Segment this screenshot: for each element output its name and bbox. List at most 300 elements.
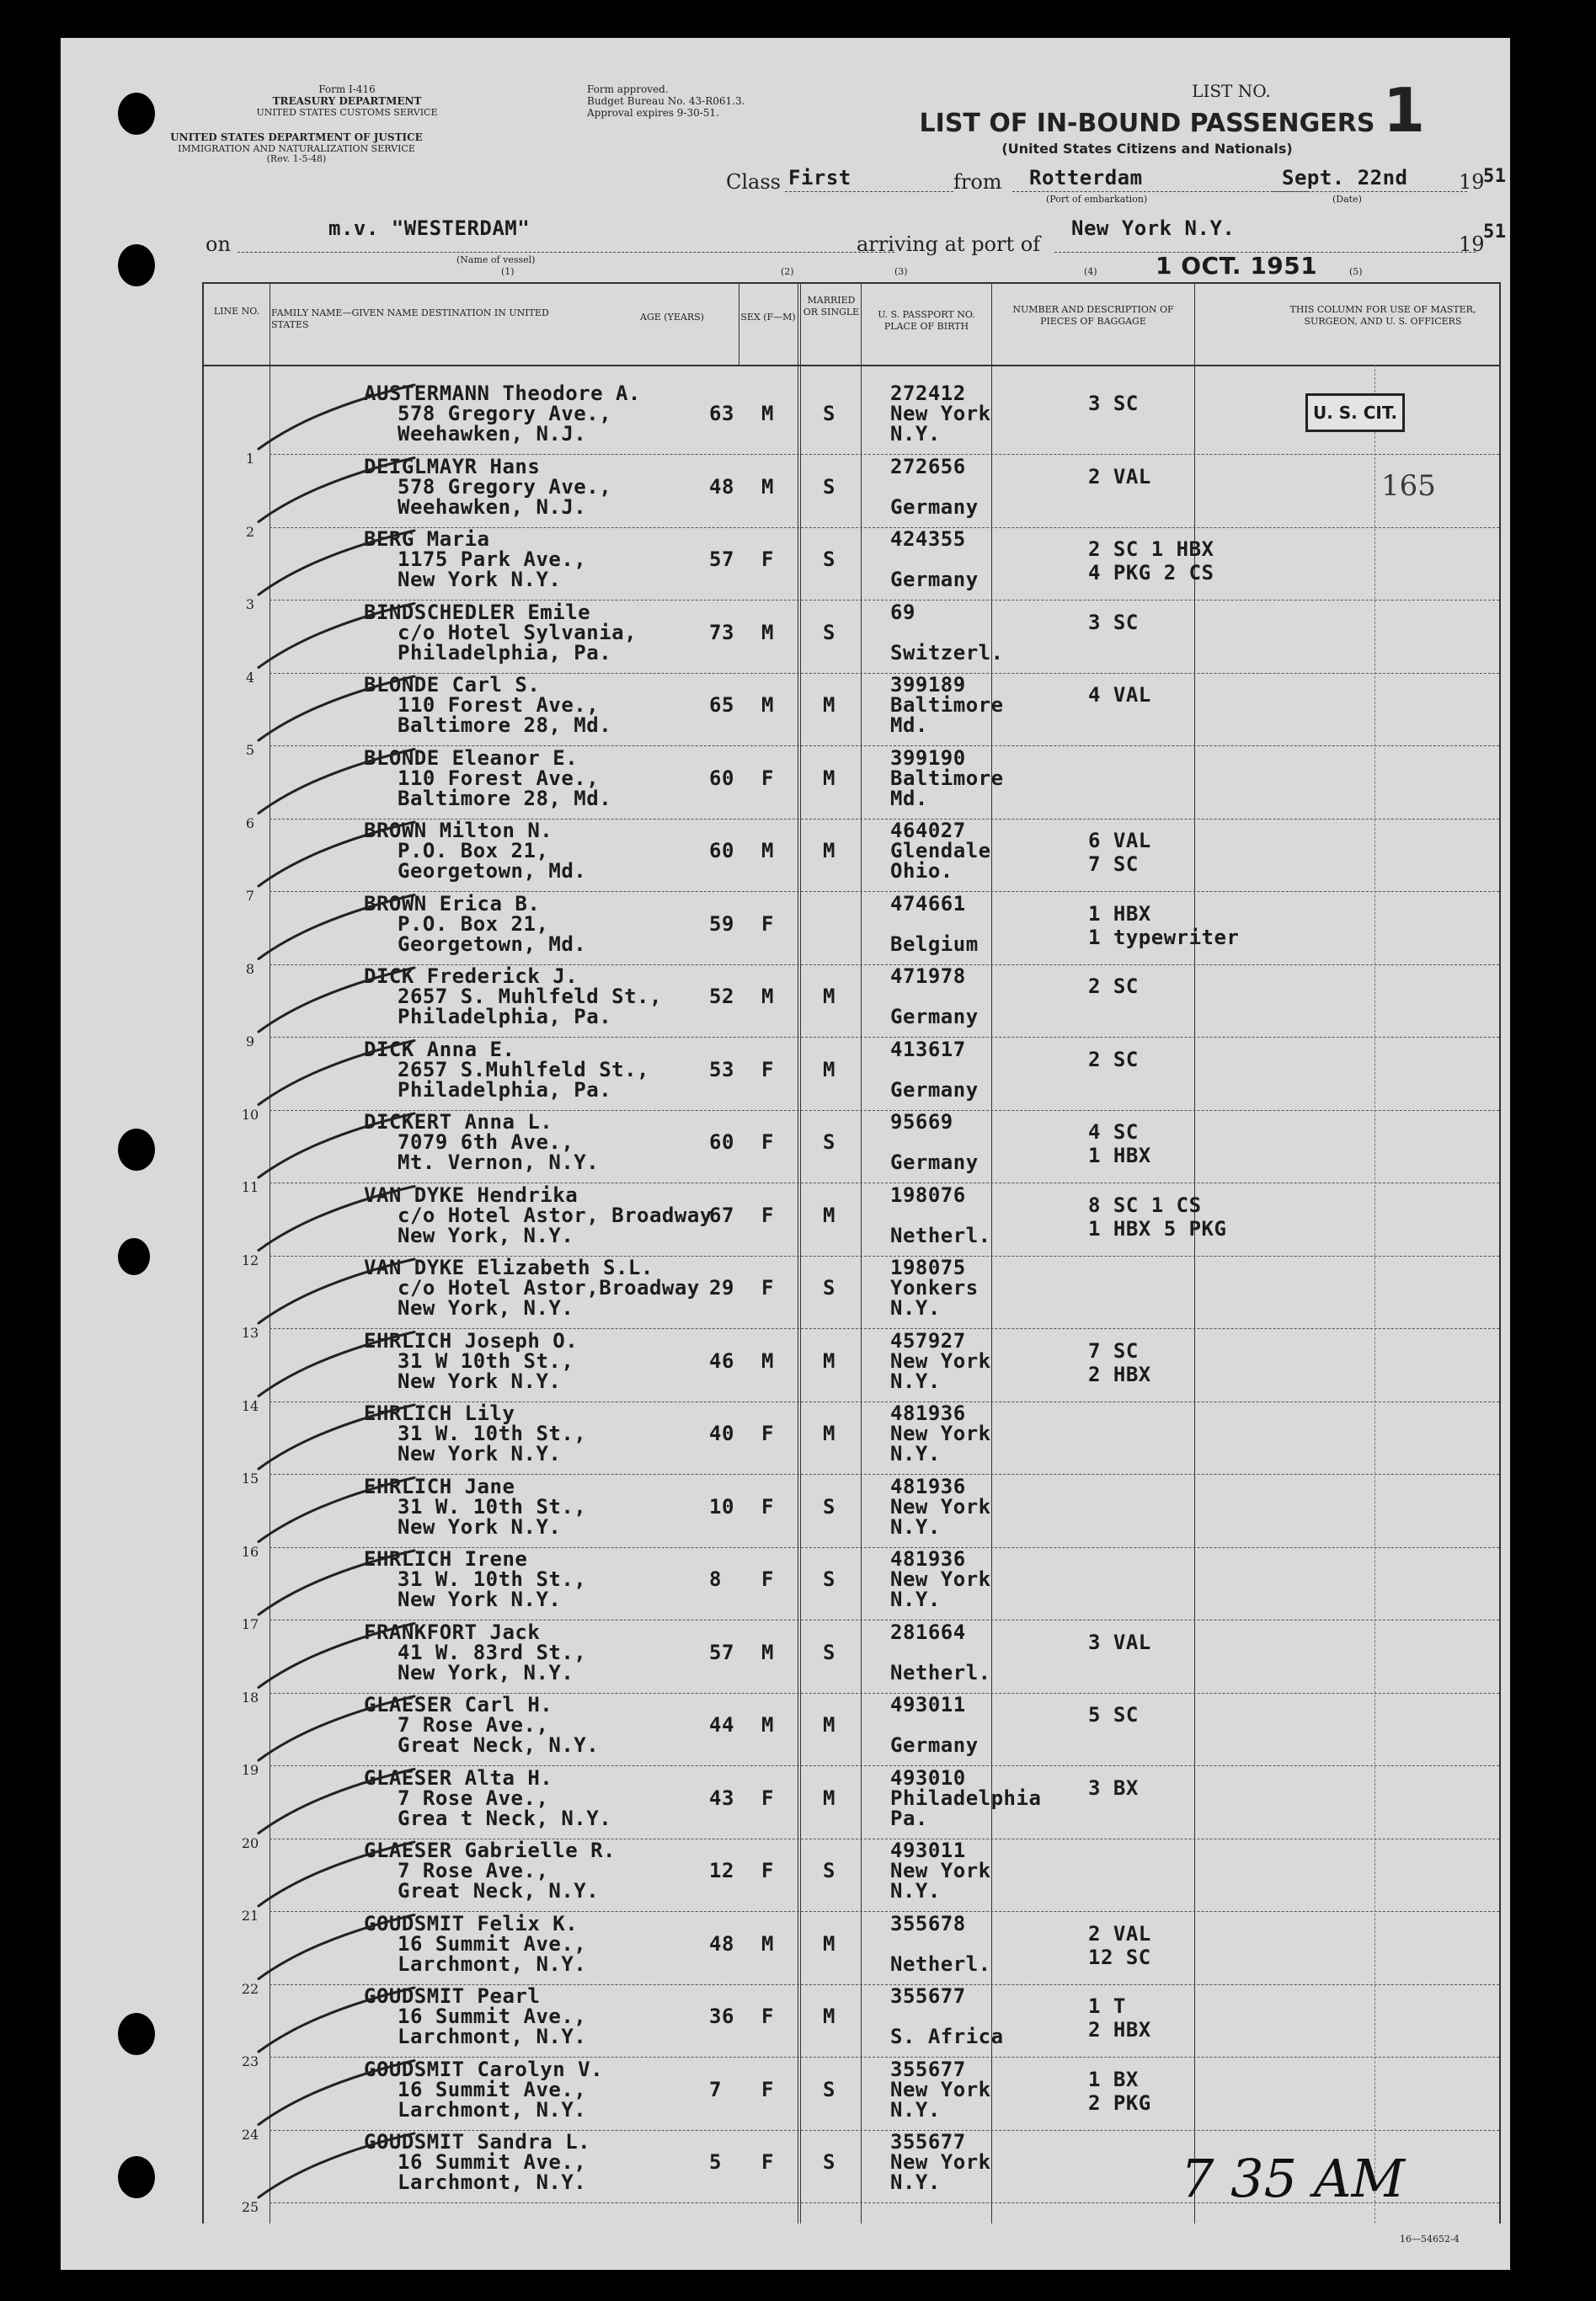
row-ms: M — [823, 1057, 835, 1081]
line-number: 19 — [241, 1762, 259, 1778]
col-passport: U. S. PASSPORT NO. PLACE OF BIRTH — [878, 309, 975, 332]
row-ms: S — [823, 1859, 835, 1882]
row-pob2: N.Y. — [890, 1879, 941, 1903]
line-number: 20 — [241, 1834, 259, 1851]
binder-hole — [118, 93, 155, 135]
row-ms: S — [823, 1494, 835, 1519]
approval-expires: Approval expires 9-30-51. — [587, 106, 719, 119]
row-pob2: S. Africa — [890, 2025, 1004, 2048]
row-addr2: Great Neck, N.Y. — [398, 1733, 600, 1757]
row-addr2: Grea t Neck, N.Y. — [398, 1806, 612, 1830]
row-name: VAN DYKE Elizabeth S.L. — [364, 1256, 654, 1279]
row-pp: 413617 — [890, 1037, 966, 1061]
row-name: EHRLICH Joseph O. — [364, 1328, 579, 1353]
row-bag1: 3 BX — [1088, 1775, 1139, 1800]
row-bag1: 3 SC — [1088, 610, 1139, 634]
row-addr1: 16 Summit Ave., — [398, 2005, 587, 2028]
row-bag2: 2 HBX — [1088, 1362, 1151, 1386]
row-addr1: 7 Rose Ave., — [398, 1713, 549, 1737]
row-name: BLONDE Carl S. — [364, 673, 541, 697]
colnum-4: (4) — [1084, 266, 1097, 277]
line-number: 15 — [241, 1471, 259, 1487]
row-addr2: New York, N.Y. — [398, 1296, 574, 1320]
row-bag2: 7 SC — [1088, 852, 1139, 876]
row-addr2: Baltimore 28, Md. — [398, 786, 612, 810]
row-addr1: 110 Forest Ave., — [398, 766, 600, 790]
row-ms: S — [823, 1640, 835, 1664]
row-sex: F — [761, 1057, 774, 1081]
row-pob2: N.Y. — [890, 1588, 941, 1611]
row-ms: M — [823, 1931, 835, 1956]
row-pob1: New York — [890, 2150, 991, 2174]
row-name: AUSTERMANN Theodore A. — [364, 382, 641, 405]
date-label: (Date) — [1332, 194, 1362, 205]
handwritten-count: 165 — [1381, 469, 1436, 503]
line-number: 9 — [245, 1033, 255, 1049]
row-addr1: 578 Gregory Ave., — [398, 402, 612, 425]
list-no-label: LIST NO. — [1192, 81, 1271, 101]
row-addr2: New York, N.Y. — [398, 1223, 574, 1247]
row-pp: 493011 — [890, 1839, 966, 1862]
row-addr2: New York N.Y. — [398, 1588, 562, 1611]
row-pob2: Md. — [890, 713, 928, 737]
row-name: EHRLICH Jane — [364, 1474, 515, 1498]
row-name: BROWN Milton N. — [364, 819, 553, 842]
line-number: 8 — [245, 960, 255, 977]
row-bag1: 3 SC — [1088, 392, 1139, 415]
row-pob2: Netherl. — [890, 1223, 991, 1247]
row-pp: 474661 — [890, 891, 966, 916]
row-bag2: 4 PKG 2 CS — [1088, 561, 1214, 585]
row-pob2: Md. — [890, 786, 928, 810]
line-number: 17 — [241, 1616, 259, 1632]
class-label: Class — [726, 170, 781, 194]
row-sex: F — [761, 2150, 774, 2174]
row-pob1: Philadelphia — [890, 1786, 1042, 1810]
row-addr2: New York N.Y. — [398, 568, 562, 591]
row-addr2: New York N.Y. — [398, 1369, 562, 1393]
row-bag1: 2 VAL — [1088, 464, 1151, 488]
row-sex: F — [761, 1422, 774, 1445]
budget-bureau: Budget Bureau No. 43-R061.3. — [587, 94, 745, 107]
class-value: First — [788, 166, 851, 190]
row-pp: 281664 — [890, 1620, 966, 1644]
binder-hole — [118, 1129, 155, 1171]
row-addr1: 110 Forest Ave., — [398, 693, 600, 717]
row-bag1: 2 VAL — [1088, 1921, 1151, 1946]
row-pob1: New York — [890, 1859, 991, 1882]
row-bag1: 6 VAL — [1088, 829, 1151, 852]
row-addr1: P.O. Box 21, — [398, 911, 549, 936]
year-2: 51 — [1483, 222, 1507, 243]
row-addr1: c/o Hotel Astor,Broadway — [398, 1276, 700, 1300]
row-age: 65 — [709, 693, 734, 717]
row-pob1: Glendale — [890, 839, 991, 862]
row-bag1: 7 SC — [1088, 1338, 1139, 1363]
row-bag1: 5 SC — [1088, 1703, 1139, 1727]
row-addr2: New York N.Y. — [398, 1442, 562, 1465]
row-pob1: New York — [890, 402, 991, 425]
row-name: VAN DYKE Hendrika — [364, 1183, 579, 1207]
row-sex: F — [761, 766, 774, 790]
row-bag2: 2 PKG — [1088, 2090, 1151, 2115]
year-prefix-1: 19 — [1459, 170, 1485, 194]
row-pob1: Baltimore — [890, 766, 1004, 790]
row-sex: F — [761, 1276, 774, 1300]
row-ms: M — [823, 766, 835, 790]
row-addr2: Weehawken, N.J. — [398, 422, 587, 446]
row-pp: 481936 — [890, 1474, 966, 1498]
form-title: LIST OF IN-BOUND PASSENGERS — [919, 109, 1375, 138]
row-name: BERG Maria — [364, 527, 490, 551]
row-sex: F — [761, 1130, 774, 1154]
row-addr1: c/o Hotel Sylvania, — [398, 620, 638, 644]
row-pob1: New York — [890, 1494, 991, 1519]
us-citizen-stamp: U. S. CIT. — [1305, 393, 1405, 432]
row-ms: S — [823, 402, 835, 425]
row-addr2: Baltimore 28, Md. — [398, 713, 612, 737]
row-pob2: N.Y. — [890, 422, 941, 446]
row-bag1: 8 SC 1 CS — [1088, 1193, 1202, 1217]
row-addr2: Great Neck, N.Y. — [398, 1879, 600, 1903]
row-name: BROWN Erica B. — [364, 891, 541, 916]
form-number: Form I-416 — [318, 83, 376, 95]
row-ms: S — [823, 2150, 835, 2174]
colnum-2: (2) — [781, 266, 794, 277]
row-age: 48 — [709, 474, 734, 499]
row-ms: M — [823, 1713, 835, 1737]
row-addr2: Larchmont, N.Y. — [398, 2097, 587, 2122]
form-subtitle: (United States Citizens and Nationals) — [1001, 141, 1293, 157]
row-sex: F — [761, 1786, 774, 1810]
line-number: 2 — [245, 523, 255, 540]
row-ms: S — [823, 2077, 835, 2101]
colnum-5: (5) — [1349, 266, 1363, 277]
row-name: DICK Frederick J. — [364, 964, 579, 988]
arrival-date-stamp: 1 OCT. 1951 — [1156, 252, 1318, 280]
row-sex: M — [761, 1348, 774, 1373]
row-pp: 272656 — [890, 454, 966, 478]
row-age: 48 — [709, 1931, 734, 1956]
row-bag1: 4 VAL — [1088, 683, 1151, 707]
row-ms: M — [823, 985, 835, 1008]
line-number: 3 — [245, 596, 255, 612]
row-addr2: Philadelphia, Pa. — [398, 1077, 612, 1102]
row-pob1: Baltimore — [890, 693, 1004, 717]
checkmark-strokes — [61, 38, 1510, 2270]
row-pp: 355677 — [890, 2057, 966, 2081]
row-bag2: 1 HBX 5 PKG — [1088, 1216, 1227, 1241]
footer-print-code: 16—54652-4 — [1400, 2234, 1460, 2245]
inspector-signature-time: 7 35 AM — [1181, 2148, 1406, 2209]
row-addr1: c/o Hotel Astor, Broadway — [398, 1203, 713, 1227]
vessel-label: (Name of vessel) — [456, 254, 536, 265]
row-addr1: P.O. Box 21, — [398, 839, 549, 862]
row-addr1: 16 Summit Ave., — [398, 2077, 587, 2101]
list-number: 1 — [1382, 75, 1426, 146]
row-pp: 272412 — [890, 382, 966, 405]
row-addr1: 31 W. 10th St., — [398, 1422, 587, 1445]
row-ms: M — [823, 1422, 835, 1445]
row-age: 59 — [709, 911, 734, 936]
binder-hole — [118, 2156, 155, 2198]
line-number: 11 — [241, 1179, 259, 1195]
line-number: 24 — [241, 2126, 259, 2143]
row-addr1: 2657 S. Muhlfeld St., — [398, 985, 662, 1008]
row-pob2: N.Y. — [890, 2170, 941, 2194]
row-addr2: Mt. Vernon, N.Y. — [398, 1150, 600, 1174]
row-sex: F — [761, 2005, 774, 2028]
line-number: 6 — [245, 814, 255, 831]
line-number: 23 — [241, 2053, 259, 2069]
row-bag2: 1 typewriter — [1088, 925, 1240, 949]
year-prefix-2: 19 — [1459, 232, 1485, 256]
row-age: 5 — [709, 2150, 722, 2174]
row-age: 67 — [709, 1203, 734, 1227]
row-pob2: Germany — [890, 568, 979, 591]
line-number: 13 — [241, 1325, 259, 1341]
col-age: AGE (YEARS) — [640, 312, 704, 323]
row-addr2: Georgetown, Md. — [398, 859, 587, 883]
row-sex: M — [761, 693, 774, 717]
row-addr1: 1175 Park Ave., — [398, 547, 587, 571]
row-pp: 198075 — [890, 1256, 966, 1279]
row-pp: 493010 — [890, 1765, 966, 1790]
line-number: 5 — [245, 742, 255, 758]
on-label: on — [206, 232, 231, 256]
row-pob2: N.Y. — [890, 1514, 941, 1539]
row-addr1: 31 W 10th St., — [398, 1348, 574, 1373]
row-name: GOUDSMIT Pearl — [364, 1984, 541, 2008]
row-pp: 471978 — [890, 964, 966, 988]
arriving-label: arriving at port of — [857, 232, 1041, 256]
row-bag1: 1 BX — [1088, 2067, 1139, 2091]
row-age: 63 — [709, 402, 734, 425]
treasury-dept: TREASURY DEPARTMENT — [272, 94, 422, 107]
row-bag1: 3 VAL — [1088, 1630, 1151, 1654]
row-sex: F — [761, 1859, 774, 1882]
row-name: GLAESER Gabrielle R. — [364, 1839, 616, 1862]
line-number: 1 — [245, 451, 255, 467]
row-sex: F — [761, 2077, 774, 2101]
row-sex: M — [761, 1640, 774, 1664]
row-age: 53 — [709, 1057, 734, 1081]
row-bag2: 12 SC — [1088, 1945, 1151, 1969]
row-sex: F — [761, 1567, 774, 1591]
binder-hole — [118, 2013, 155, 2055]
line-number: 21 — [241, 1908, 259, 1924]
row-age: 73 — [709, 620, 734, 644]
row-age: 10 — [709, 1494, 734, 1519]
row-pob1: New York — [890, 1567, 991, 1591]
manifest-page — [61, 38, 1510, 2270]
row-ms: S — [823, 1130, 835, 1154]
row-name: EHRLICH Lily — [364, 1401, 515, 1425]
row-age: 57 — [709, 547, 734, 571]
col-married: MARRIED OR SINGLE — [803, 295, 860, 318]
row-ms: S — [823, 474, 835, 499]
revision: (Rev. 1-5-48) — [266, 153, 327, 165]
row-addr1: 41 W. 83rd St., — [398, 1640, 587, 1664]
row-ms: S — [823, 547, 835, 571]
row-pp: 424355 — [890, 527, 966, 551]
row-addr2: New York, N.Y. — [398, 1660, 574, 1684]
vessel-name: m.v. "WESTERDAM" — [328, 216, 531, 240]
row-pob2: Germany — [890, 494, 979, 519]
line-number: 4 — [245, 669, 255, 686]
customs-service: UNITED STATES CUSTOMS SERVICE — [256, 106, 438, 118]
row-age: 44 — [709, 1713, 734, 1737]
row-pp: 69 — [890, 600, 915, 624]
row-sex: F — [761, 1494, 774, 1519]
row-age: 7 — [709, 2077, 722, 2101]
row-pob1: New York — [890, 1422, 991, 1445]
row-sex: M — [761, 474, 774, 499]
row-ms: S — [823, 1276, 835, 1300]
row-bag1: 2 SC — [1088, 1047, 1139, 1071]
row-pp: 457927 — [890, 1328, 966, 1353]
row-addr2: Philadelphia, Pa. — [398, 1005, 612, 1028]
col-line-no: LINE NO. — [213, 306, 260, 317]
row-pp: 481936 — [890, 1401, 966, 1425]
row-sex: M — [761, 839, 774, 862]
row-bag1: 2 SC — [1088, 974, 1139, 998]
row-pob2: Switzerl. — [890, 640, 1004, 665]
row-age: 46 — [709, 1348, 734, 1373]
row-age: 60 — [709, 766, 734, 790]
embark-port-label: (Port of embarkation) — [1046, 194, 1148, 205]
binder-hole — [118, 244, 155, 286]
row-pob1: Yonkers — [890, 1276, 979, 1300]
row-pp: 481936 — [890, 1547, 966, 1571]
row-name: GOUDSMIT Sandra L. — [364, 2130, 591, 2154]
row-pp: 355677 — [890, 2130, 966, 2154]
row-bag1: 1 T — [1088, 1994, 1126, 2018]
row-name: GOUDSMIT Carolyn V. — [364, 2057, 604, 2081]
row-ms: M — [823, 1203, 835, 1227]
row-ms: M — [823, 2005, 835, 2028]
row-pob2: Germany — [890, 1077, 979, 1102]
row-addr2: Philadelphia, Pa. — [398, 640, 612, 665]
row-name: BLONDE Eleanor E. — [364, 745, 579, 770]
col-name: FAMILY NAME—GIVEN NAME DESTINATION IN UNITED STATES — [271, 307, 549, 330]
line-number: 12 — [241, 1252, 259, 1268]
row-age: 60 — [709, 1130, 734, 1154]
form-approved: Form approved. — [587, 83, 669, 95]
year-1: 51 — [1483, 166, 1507, 187]
row-bag2: 2 HBX — [1088, 2018, 1151, 2042]
row-addr1: 16 Summit Ave., — [398, 2150, 587, 2174]
row-pob2: N.Y. — [890, 1369, 941, 1393]
row-pp: 399190 — [890, 745, 966, 770]
line-number: 18 — [241, 1689, 259, 1706]
row-pob2: Netherl. — [890, 1951, 991, 1976]
row-age: 60 — [709, 839, 734, 862]
row-sex: F — [761, 911, 774, 936]
row-pob2: Netherl. — [890, 1660, 991, 1684]
col-officers: THIS COLUMN FOR USE OF MASTER, SURGEON, AND U. S. OFFICERS — [1289, 304, 1476, 327]
colnum-1: (1) — [501, 266, 515, 277]
row-ms: M — [823, 839, 835, 862]
row-sex: M — [761, 1931, 774, 1956]
row-name: EHRLICH Irene — [364, 1547, 528, 1571]
line-number: 16 — [241, 1543, 259, 1560]
row-addr1: 7079 6th Ave., — [398, 1130, 574, 1154]
line-number: 22 — [241, 1980, 259, 1997]
embark-date: Sept. 22nd — [1282, 166, 1408, 190]
row-addr2: Larchmont, N.Y. — [398, 1951, 587, 1976]
line-number: 25 — [241, 2199, 259, 2215]
row-ms: M — [823, 1786, 835, 1810]
row-addr2: Weehawken, N.J. — [398, 494, 587, 519]
row-name: GOUDSMIT Felix K. — [364, 1911, 579, 1935]
row-name: GLAESER Carl H. — [364, 1693, 553, 1716]
row-ms: M — [823, 693, 835, 717]
col-sex: SEX (F—M) — [740, 312, 796, 323]
row-addr2: New York N.Y. — [398, 1514, 562, 1539]
row-age: 43 — [709, 1786, 734, 1810]
line-number: 7 — [245, 888, 255, 904]
row-addr1: 7 Rose Ave., — [398, 1786, 549, 1810]
row-pp: 464027 — [890, 819, 966, 842]
line-number: 14 — [241, 1397, 259, 1414]
row-age: 8 — [709, 1567, 722, 1591]
row-pob1: New York — [890, 2077, 991, 2101]
row-bag1: 4 SC — [1088, 1120, 1139, 1144]
row-sex: F — [761, 547, 774, 571]
row-pob2: Pa. — [890, 1806, 928, 1830]
col-baggage: NUMBER AND DESCRIPTION OF PIECES OF BAGGAGE — [1012, 304, 1174, 327]
row-sex: F — [761, 1203, 774, 1227]
row-name: BINDSCHEDLER Emile — [364, 600, 591, 624]
row-age: 12 — [709, 1859, 734, 1882]
line-number: 10 — [241, 1106, 259, 1123]
row-addr1: 31 W. 10th St., — [398, 1567, 587, 1591]
row-sex: M — [761, 985, 774, 1008]
binder-hole — [118, 1238, 150, 1275]
row-name: DICK Anna E. — [364, 1037, 515, 1061]
row-pp: 355678 — [890, 1911, 966, 1935]
row-addr1: 16 Summit Ave., — [398, 1931, 587, 1956]
row-sex: M — [761, 402, 774, 425]
row-addr1: 2657 S.Muhlfeld St., — [398, 1057, 649, 1081]
row-age: 36 — [709, 2005, 734, 2028]
row-sex: M — [761, 620, 774, 644]
row-sex: M — [761, 1713, 774, 1737]
row-addr2: Larchmont, N.Y. — [398, 2025, 587, 2048]
row-addr2: Georgetown, Md. — [398, 932, 587, 956]
row-pob2: Germany — [890, 1733, 979, 1757]
row-age: 40 — [709, 1422, 734, 1445]
embark-port: Rotterdam — [1029, 166, 1143, 190]
row-name: GLAESER Alta H. — [364, 1765, 553, 1790]
row-addr1: 31 W. 10th St., — [398, 1494, 587, 1519]
row-pp: 198076 — [890, 1183, 966, 1207]
row-pp: 95669 — [890, 1110, 953, 1134]
row-bag1: 2 SC 1 HBX — [1088, 537, 1214, 561]
row-pob2: Germany — [890, 1150, 979, 1174]
row-age: 57 — [709, 1640, 734, 1664]
row-pp: 399189 — [890, 673, 966, 697]
row-pob2: N.Y. — [890, 1442, 941, 1465]
row-name: DEIGLMAYR Hans — [364, 454, 541, 478]
row-age: 29 — [709, 1276, 734, 1300]
row-pob2: N.Y. — [890, 1296, 941, 1320]
row-bag1: 1 HBX — [1088, 901, 1151, 926]
from-label: from — [953, 170, 1002, 194]
row-ms: M — [823, 1348, 835, 1373]
row-pob2: N.Y. — [890, 2097, 941, 2122]
